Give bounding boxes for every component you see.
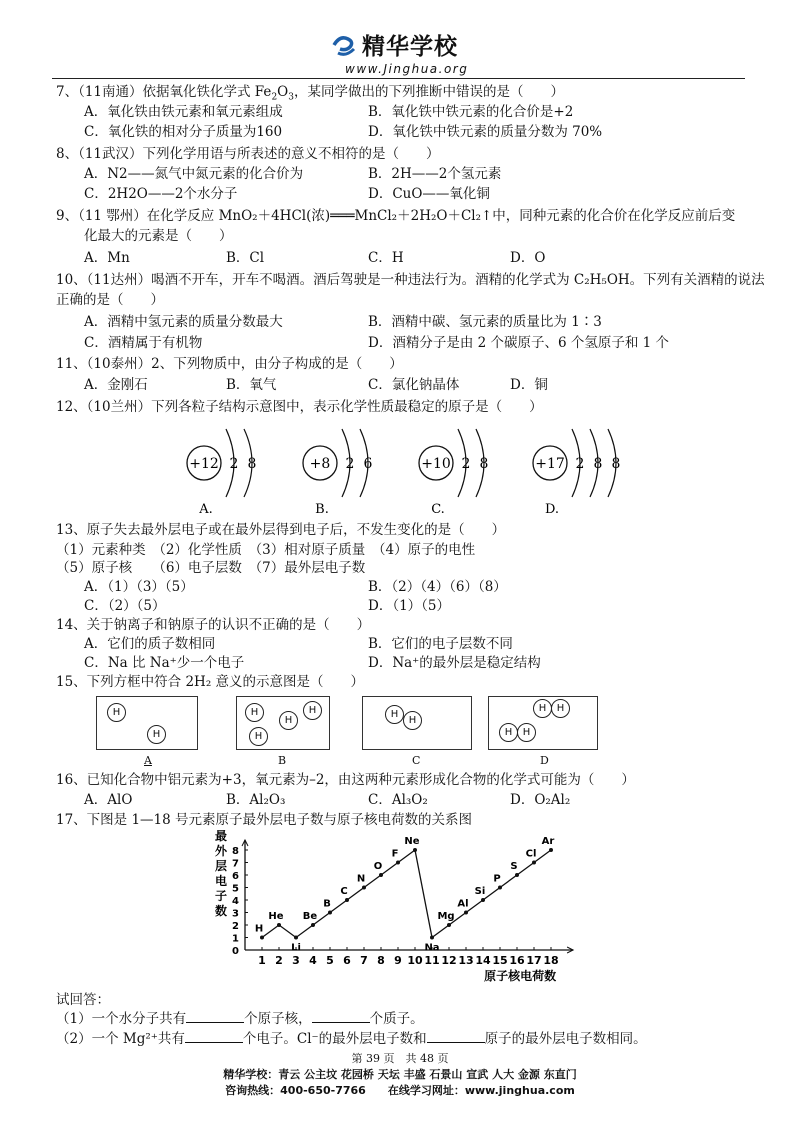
data-point <box>311 923 315 927</box>
data-point <box>260 936 264 940</box>
element-label: Be <box>302 911 318 922</box>
data-point <box>328 911 332 915</box>
y-axis-label: 最外层电子数 <box>215 830 228 918</box>
x-tick-label: 9 <box>394 954 402 967</box>
element-label: H <box>254 923 264 935</box>
h-atom: H <box>147 725 166 744</box>
x-tick-label: 14 <box>475 954 491 967</box>
data-point <box>549 848 553 852</box>
shell-electron-count: 8 <box>611 456 621 472</box>
answer-blank-2[interactable] <box>312 1010 370 1023</box>
data-point <box>345 898 349 902</box>
element-label: Ne <box>404 836 420 847</box>
footer-campuses: 精华学校：青云 公主坟 花园桥 天坛 丰盛 石景山 宣武 人大 金源 东直门 <box>223 1068 577 1081</box>
nucleus-charge: +8 <box>309 456 331 472</box>
x-tick-label: 2 <box>275 954 283 967</box>
data-point <box>498 886 502 890</box>
q17-sub1: （1）一个水分子共有 个原子核， 个质子。 <box>56 1011 424 1027</box>
y-tick-label: 4 <box>232 896 239 907</box>
element-label: N <box>356 873 366 885</box>
q17-ask: 试回答： <box>56 992 110 1008</box>
atom-option-label: A. <box>199 502 213 515</box>
element-label: B <box>323 898 331 910</box>
q9-option-b: B．Cl <box>226 250 265 266</box>
q14-option-c: C．Na 比 Na⁺少一个电子 <box>84 655 245 671</box>
shell-electron-count: 2 <box>575 456 585 472</box>
element-label: P <box>493 873 501 885</box>
q14-option-a: A．它们的质子数相同 <box>84 636 216 652</box>
h-atom: H <box>385 705 404 724</box>
shell-electron-count: 2 <box>229 456 239 472</box>
shell-electron-count: 2 <box>461 456 471 472</box>
q13-option-a: A．（1）（3）（5） <box>84 579 194 595</box>
nucleus-charge: +10 <box>421 456 451 472</box>
q10-option-c: C．酒精属于有机物 <box>84 335 203 351</box>
q15-label-a: A <box>144 754 152 767</box>
element-label: Ar <box>541 836 555 847</box>
answer-blank-4[interactable] <box>427 1030 485 1043</box>
q13-option-d: D．（1）（5） <box>368 598 451 614</box>
x-tick-label: 15 <box>492 954 508 967</box>
atom-option-label: D. <box>544 502 560 515</box>
q7-stem: 7、（11南通）依据氧化铁化学式 $Fe_2O_3$，某同学做出的下列推断中错误的是（ ） <box>56 84 564 103</box>
atom-option-label: C. <box>431 502 445 515</box>
nucleus-charge: +12 <box>189 456 219 472</box>
series-line <box>262 850 551 938</box>
q9-option-d: D．O <box>510 250 546 266</box>
data-point <box>481 898 485 902</box>
x-tick-label: 5 <box>326 954 334 967</box>
answer-blank-3[interactable] <box>185 1030 243 1043</box>
x-tick-label: 4 <box>309 954 317 967</box>
shell-electron-count: 8 <box>247 456 257 472</box>
q8-option-d: D．CuO——氧化铜 <box>368 186 490 202</box>
q10-option-a: A．酒精中氢元素的质量分数最大 <box>84 314 283 330</box>
q14-option-b: B．它们的电子层数不同 <box>368 636 513 652</box>
element-label: F <box>391 848 399 860</box>
q13-list-1: （1）元素种类 （2）化学性质 （3）相对原子质量 （4）原子的电性 <box>56 542 476 558</box>
x-tick-label: 16 <box>509 954 525 967</box>
q7-option-d: D．氧化铁中铁元素的质量分数为 70% <box>368 124 603 140</box>
electron-chart <box>205 830 605 985</box>
q15-box-b <box>236 696 330 750</box>
h-atom: H <box>403 711 422 730</box>
data-point <box>515 873 519 877</box>
x-tick-label: 12 <box>441 954 457 967</box>
q12-stem: 12、（10兰州）下列各粒子结构示意图中，表示化学性质最稳定的原子是（ ） <box>56 399 543 415</box>
school-url: www.Jinghua.org <box>345 62 469 76</box>
data-point <box>464 911 468 915</box>
q11-option-d: D．铜 <box>510 377 548 393</box>
q9-option-a: A．Mn <box>84 250 130 266</box>
q9-stem-cont: 化最大的元素是（ ） <box>84 228 233 244</box>
q10-stem: 10、（11达州）喝酒不开车，开车不喝酒。酒后驾驶是一种违法行为。酒精的化学式为 C₂H₅OH。下列有关酒精的说法 <box>56 272 765 288</box>
q10-option-d: D．酒精分子是由 2 个碳原子、6 个氢原子和 1 个 <box>368 335 670 351</box>
h-atom: H <box>303 701 322 720</box>
element-label: Mg <box>437 911 455 922</box>
element-label: Na <box>424 942 440 954</box>
q16-option-b: B．Al₂O₃ <box>226 792 286 808</box>
x-tick-label: 3 <box>292 954 300 967</box>
q13-option-b: B．（2）（4）（6）（8） <box>368 579 507 595</box>
x-tick-label: 10 <box>407 954 423 967</box>
x-tick-label: 1 <box>258 954 266 967</box>
q11-option-c: C．氯化钠晶体 <box>368 377 460 393</box>
q15-label-d: D <box>540 754 549 767</box>
q7-option-b: B．氧化铁中铁元素的化合价是+2 <box>368 104 574 120</box>
element-label: O <box>373 861 383 872</box>
q8-option-a: A．N2——氮气中氮元素的化合价为 <box>84 166 304 182</box>
q16-stem: 16、已知化合物中铝元素为+3，氧元素为–2，由这两种元素形成化合物的化学式可能为（ ） <box>56 772 635 788</box>
element-label: S <box>510 861 518 872</box>
x-tick-label: 7 <box>360 954 368 967</box>
q13-stem: 13、原子失去最外层电子或在最外层得到电子后，不发生变化的是（ ） <box>56 522 506 538</box>
q14-option-d: D．Na⁺的最外层是稳定结构 <box>368 655 541 671</box>
data-point <box>362 886 366 890</box>
q15-label-c: C <box>412 754 421 767</box>
q8-option-b: B．2H——2个氢元素 <box>368 166 502 182</box>
nucleus-charge: +17 <box>535 456 565 472</box>
footer-contact: 咨询热线：400-650-7766 在线学习网址：www.jinghua.com <box>225 1084 575 1097</box>
x-tick-label: 18 <box>543 954 559 967</box>
y-tick-label: 1 <box>232 933 239 945</box>
element-label: Si <box>474 886 486 897</box>
q15-box-c <box>362 696 472 750</box>
h-atom: H <box>249 727 268 746</box>
school-name: 精华学校 <box>362 34 458 60</box>
data-point <box>532 861 536 865</box>
logo-swirl-icon <box>330 31 358 59</box>
shell-electron-count: 8 <box>593 456 603 472</box>
element-label: Li <box>291 942 301 954</box>
q16-option-c: C．Al₃O₂ <box>368 792 428 808</box>
q10-stem-cont: 正确的是（ ） <box>56 292 164 308</box>
data-point <box>413 848 417 852</box>
q17-stem: 17、下图是 1—18 号元素原子最外层电子数与原子核电荷数的关系图 <box>56 812 473 828</box>
y-tick-label: 6 <box>232 871 239 882</box>
q15-box-a <box>96 696 198 750</box>
q16-option-d: D．O₂Al₂ <box>510 792 571 808</box>
answer-blank-1[interactable] <box>186 1010 244 1023</box>
h-atom: H <box>107 703 126 722</box>
atom-structure-diagrams <box>170 415 640 515</box>
q13-option-c: C．（2）（5） <box>84 598 166 614</box>
page-header <box>0 0 800 80</box>
element-label: He <box>268 911 284 922</box>
element-label: C <box>340 886 348 897</box>
x-tick-label: 6 <box>343 954 351 967</box>
element-label: Cl <box>525 848 537 860</box>
q15-label-b: B <box>278 754 287 767</box>
q9-stem: 9、（11 鄂州）在化学反应 MnO₂＋4HCl(浓)═══MnCl₂＋2H₂O＋Cl₂↑中，同种元素的化合价在化学反应前后变 <box>56 208 736 224</box>
x-tick-label: 13 <box>458 954 474 967</box>
h-atom: H <box>533 699 552 718</box>
q14-stem: 14、关于钠离子和钠原子的认识不正确的是（ ） <box>56 617 371 633</box>
q15-box-d <box>488 696 598 750</box>
q17-sub2: （2）一个 Mg²⁺共有 个电子。Cl⁻的最外层电子数和 原子的最外层电子数相同。 <box>56 1031 647 1047</box>
data-point <box>379 873 383 877</box>
q15-stem: 15、下列方框中符合 2H₂ 意义的示意图是（ ） <box>56 674 365 690</box>
q8-option-c: C．2H2O——2个水分子 <box>84 186 238 202</box>
q10-option-b: B．酒精中碳、氢元素的质量比为 1∶3 <box>368 314 602 330</box>
data-point <box>447 923 451 927</box>
y-tick-label: 2 <box>232 921 239 932</box>
shell-electron-count: 6 <box>363 456 373 472</box>
q16-option-a: A．AlO <box>84 792 133 808</box>
data-point <box>277 923 281 927</box>
q8-stem: 8、（11武汉）下列化学用语与所表述的意义不相符的是（ ） <box>56 146 440 162</box>
h-atom: H <box>279 711 298 730</box>
q11-option-b: B．氧气 <box>226 377 277 393</box>
y-tick-label: 0 <box>232 946 239 957</box>
x-tick-label: 17 <box>526 954 542 967</box>
data-point <box>396 861 400 865</box>
element-label: Al <box>457 898 469 910</box>
h-atom: H <box>245 703 264 722</box>
header-rule <box>52 78 745 79</box>
shell-electron-count: 8 <box>479 456 489 472</box>
h-atom: H <box>499 723 518 742</box>
y-tick-label: 5 <box>232 883 239 895</box>
q9-option-c: C．H <box>368 250 404 266</box>
q11-option-a: A．金刚石 <box>84 377 148 393</box>
y-tick-label: 3 <box>232 908 239 920</box>
school-logo <box>330 28 458 61</box>
q7-option-a: A．氧化铁由铁元素和氧元素组成 <box>84 104 283 120</box>
q7-option-c: C．氧化铁的相对分子质量为160 <box>84 124 283 140</box>
y-tick-label: 7 <box>232 858 239 870</box>
h-atom: H <box>551 699 570 718</box>
data-point <box>430 936 434 940</box>
shell-electron-count: 2 <box>345 456 355 472</box>
page-number: 第 39 页 共 48 页 <box>351 1052 449 1065</box>
x-axis-label: 原子核电荷数 <box>484 969 557 983</box>
data-point <box>294 936 298 940</box>
h-atom: H <box>517 723 536 742</box>
y-tick-label: 8 <box>232 846 239 857</box>
q11-stem: 11、（10泰州）2、下列物质中，由分子构成的是（ ） <box>56 356 403 372</box>
q13-list-2: （5）原子核 （6）电子层数 （7）最外层电子数 <box>56 560 366 576</box>
x-tick-label: 8 <box>377 954 385 967</box>
x-tick-label: 11 <box>424 954 440 967</box>
atom-option-label: B. <box>315 502 329 515</box>
